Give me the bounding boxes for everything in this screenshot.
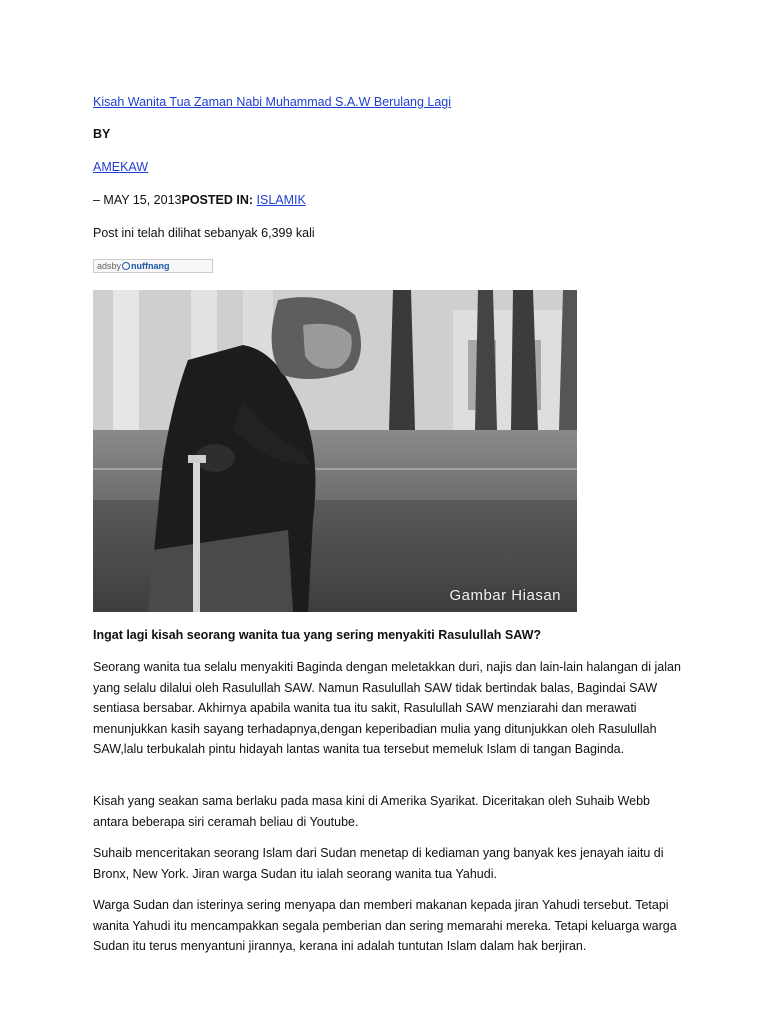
body-paragraph-3: Suhaib menceritakan seorang Islam dari Sudan menetap di kediaman yang banyak kes jenayah iaitu di Bronx, New York. Jiran warga Sudan itu ialah seorang wanita tua Yahudi. (93, 846, 664, 881)
category-link[interactable]: ISLAMIK (256, 193, 306, 207)
body-paragraph-4: Warga Sudan dan isterinya sering menyapa dan memberi makanan kepada jiran Yahudi tersebut. Tetapi wanita Yahudi itu mencampakkan segala pemberian dan sering memarahi mereka. Tetapi keluarga warga Sudan itu terus menyantuni jirannya, kerana ini adalah tuntutan Islam dalam hak berjiran. (93, 898, 677, 953)
article-title-link[interactable]: Kisah Wanita Tua Zaman Nabi Muhammad S.A.W Berulang Lagi (93, 95, 452, 109)
nuffnang-logo-icon (122, 262, 130, 270)
posted-in-label: POSTED IN: (181, 193, 257, 207)
ad-banner[interactable] (93, 259, 213, 273)
photo-caption: Gambar Hiasan (449, 587, 561, 604)
ad-brand: nuffnang (131, 261, 170, 271)
article-photo (93, 290, 577, 612)
view-count: Post ini telah dilihat sebanyak 6,399 kali (93, 226, 315, 240)
post-meta (93, 192, 306, 208)
story-question: Ingat lagi kisah seorang wanita tua yang sering menyakiti Rasulullah SAW? (93, 628, 542, 642)
body-paragraph-1: Seorang wanita tua selalu menyakiti Baginda dengan meletakkan duri, najis dan lain-lain halangan di jalan yang selalu dilalui oleh Rasulullah SAW. Namun Rasulullah SAW tidak bertindak balas, Bagindai SAW sentiasa bersabar. Akhirnya apabila wanita tua itu sakit, Rasulullah SAW menziarahi dan merawati menunjukkan kasih sayang terhadapnya,dengan keperibadian mulia yang ditunjukkan oleh Rasulullah SAW,lalu terbukalah pintu hidayah lantas wanita tua tersebut memeluk Islam di tangan Baginda. (93, 660, 681, 756)
ads-by-label: adsby (97, 261, 122, 271)
body-paragraph-2: Kisah yang seakan sama berlaku pada masa kini di Amerika Syarikat. Diceritakan oleh Suhaib Webb antara beberapa siri ceramah beliau di Youtube. (93, 794, 651, 829)
by-label: BY (93, 127, 111, 141)
elderly-woman-photo-icon (93, 290, 577, 612)
author-link[interactable]: AMEKAW (93, 160, 149, 174)
post-date: – MAY 15, 2013 (93, 193, 182, 207)
